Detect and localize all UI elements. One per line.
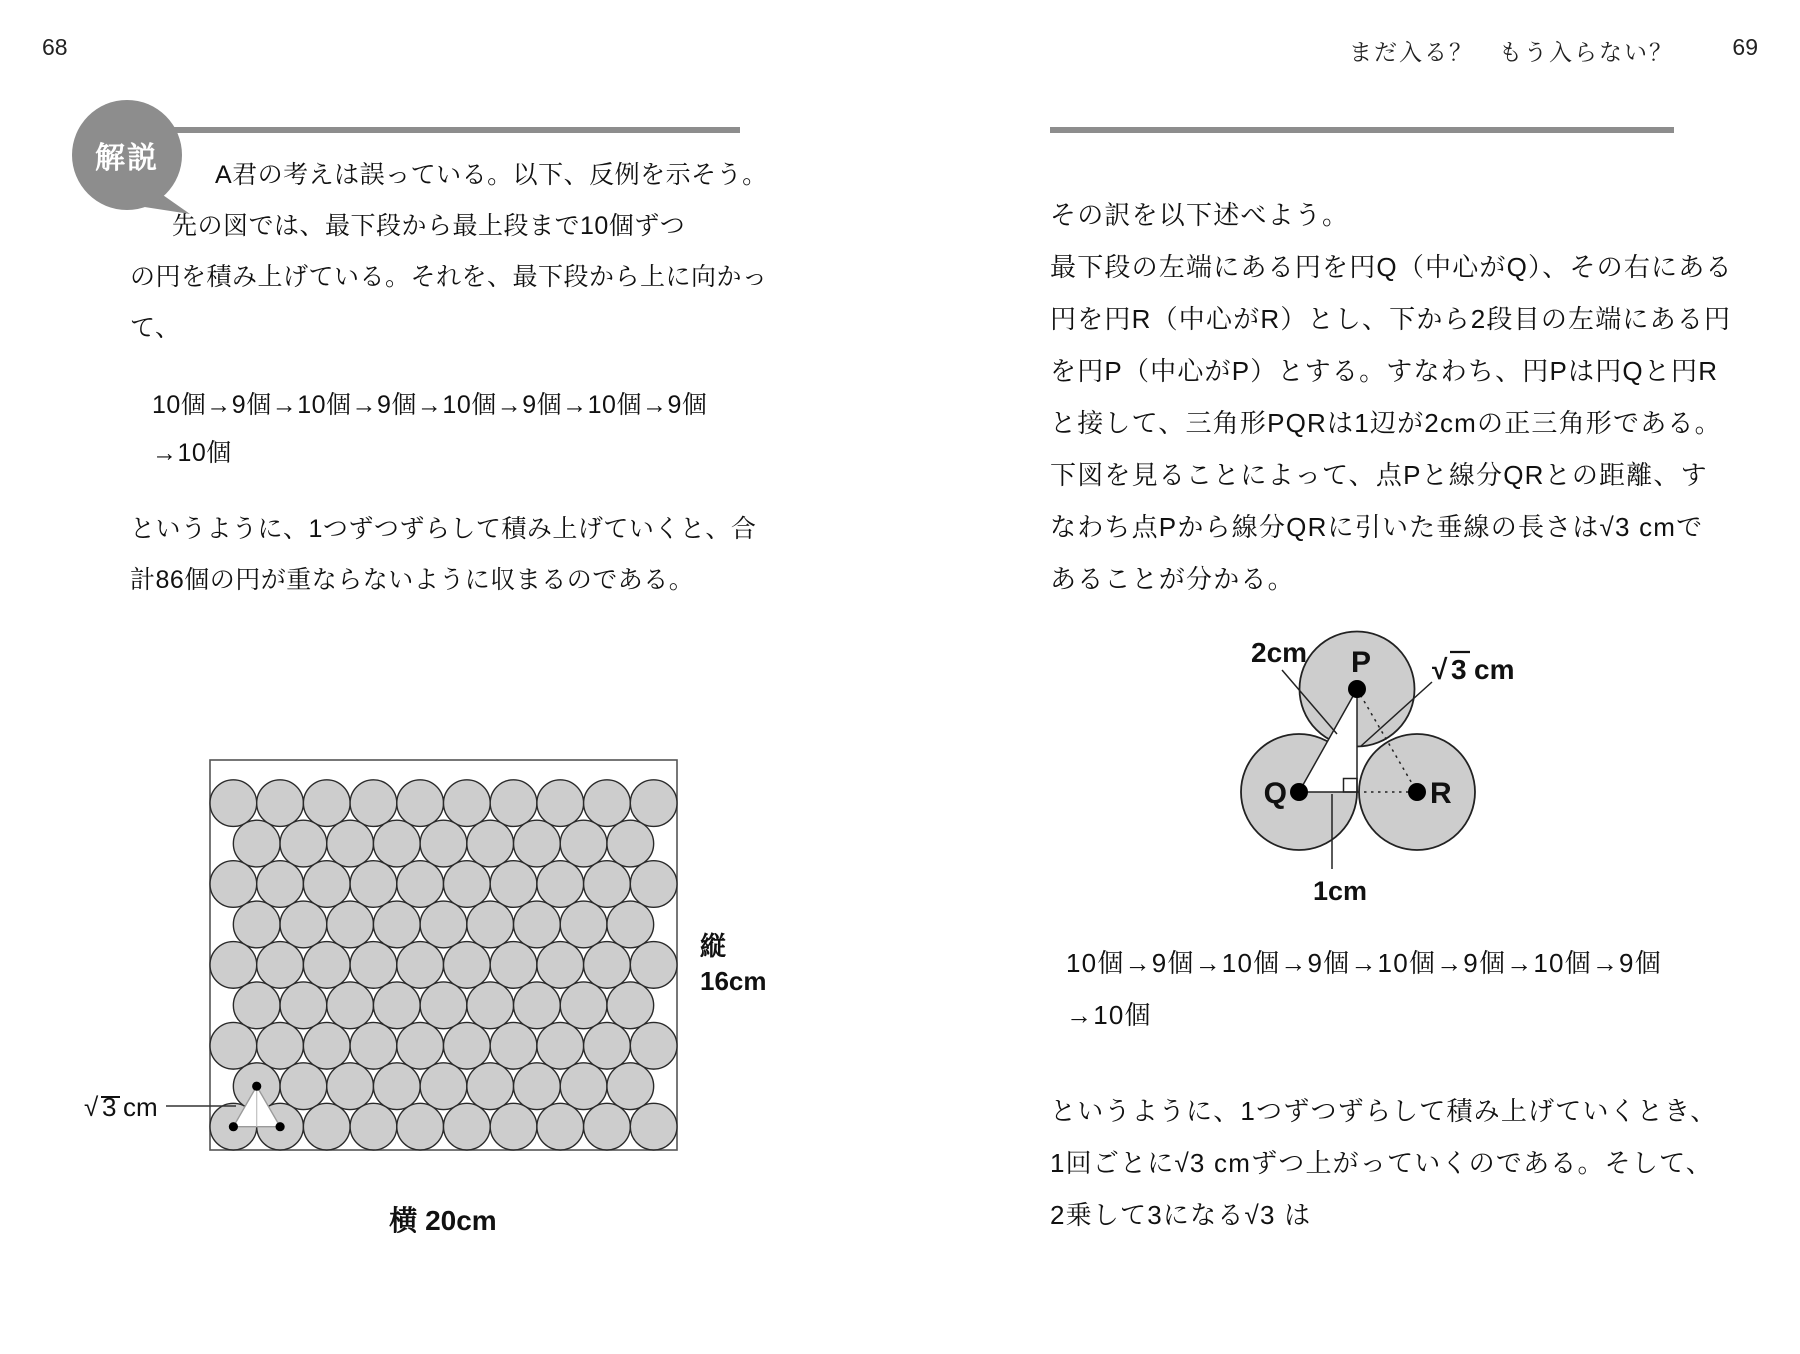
packed-circle	[350, 861, 397, 908]
right-paragraph-line: というように、1つずつずらして積み上げていくとき、	[1050, 1096, 1718, 1126]
point-q-label: Q	[1263, 777, 1287, 810]
packed-circle	[373, 901, 420, 948]
section-rule-right	[1050, 127, 1674, 133]
point-p-label: P	[1350, 646, 1372, 679]
packed-circle	[444, 1022, 491, 1069]
packed-circle	[210, 861, 257, 908]
packed-circle	[584, 1022, 631, 1069]
packed-circle	[257, 780, 304, 827]
packed-circle	[210, 1022, 257, 1069]
section-rule-left	[163, 127, 740, 133]
packed-circle	[584, 1103, 631, 1150]
packed-circle	[420, 901, 467, 948]
packed-circle	[584, 861, 631, 908]
packed-circle	[537, 1103, 584, 1150]
packed-circle	[537, 942, 584, 989]
packed-circle	[560, 1063, 607, 1110]
point-p-dot	[1348, 680, 1366, 698]
packed-circle	[280, 1063, 327, 1110]
packed-circle	[560, 820, 607, 867]
right-paragraph-line: あることが分かる。	[1050, 564, 1295, 594]
packed-circle	[303, 861, 350, 908]
left-paragraph-line: A君の考えは誤っている。以下、反例を示そう。	[215, 161, 768, 189]
page-number-left: 68	[42, 34, 68, 60]
packed-circle	[607, 820, 654, 867]
packed-circle	[607, 901, 654, 948]
packed-circle	[397, 861, 444, 908]
packed-circle	[257, 942, 304, 989]
packed-circle	[537, 1022, 584, 1069]
packed-circle	[233, 820, 280, 867]
packed-circle	[630, 1103, 677, 1150]
packed-circle	[233, 982, 280, 1029]
packed-circle	[560, 982, 607, 1029]
packed-circle	[467, 820, 514, 867]
packed-circle	[397, 1022, 444, 1069]
height-label-value: 16cm	[700, 966, 767, 996]
point-q-dot	[1290, 783, 1308, 801]
right-paragraph-line: 2乗して3になる√3 は	[1050, 1200, 1312, 1230]
width-label: 横 20cm	[389, 1205, 497, 1236]
three-circles-figure	[1230, 595, 1560, 915]
packed-circle	[327, 982, 374, 1029]
packed-circle	[373, 820, 420, 867]
packed-circle	[467, 1063, 514, 1110]
packed-circle	[327, 901, 374, 948]
packed-circle	[467, 901, 514, 948]
packed-circle	[444, 1103, 491, 1150]
side-2cm-label: 2cm	[1251, 637, 1308, 668]
triangle-vertex-dot	[276, 1122, 285, 1131]
packed-circle	[397, 1103, 444, 1150]
packed-circle	[280, 820, 327, 867]
packed-circle	[490, 861, 537, 908]
circle-packing-figure	[80, 745, 790, 1250]
speech-bubble-label: 解説	[95, 142, 159, 175]
base-1cm-label: 1cm	[1312, 876, 1368, 906]
packed-circles-group	[210, 780, 677, 1150]
packed-circle	[233, 901, 280, 948]
packed-circle	[630, 1022, 677, 1069]
point-r-label: R	[1430, 777, 1452, 810]
packed-circle	[444, 780, 491, 827]
right-paragraph-line: 1回ごとに√3 cmずつ上がっていくのである。そして、	[1050, 1148, 1713, 1178]
right-sequence-line: 10個→9個→10個→9個→10個→9個→10個→9個	[1066, 948, 1662, 978]
packed-circle	[280, 982, 327, 1029]
packed-circle	[514, 820, 561, 867]
running-head-title: まだ入る？ もう入らない？	[1349, 39, 1674, 65]
packed-circle	[560, 901, 607, 948]
packed-circle	[514, 982, 561, 1029]
packed-circle	[257, 861, 304, 908]
packed-circle	[373, 1063, 420, 1110]
right-paragraph-line: 最下段の左端にある円を円Q（中心がQ）、その右にある	[1050, 252, 1733, 282]
packed-circle	[303, 780, 350, 827]
right-paragraph-line: 下図を見ることによって、点Pと線分QRとの距離、す	[1050, 460, 1708, 490]
packed-circle	[607, 1063, 654, 1110]
page-number-right: 69	[1732, 34, 1758, 60]
packed-circle	[327, 820, 374, 867]
packed-circle	[630, 861, 677, 908]
left-sequence-line: →10個	[152, 439, 232, 467]
packed-circle	[537, 861, 584, 908]
packed-circle	[490, 942, 537, 989]
packed-circle	[490, 780, 537, 827]
right-paragraph-line: と接して、三角形PQRは1辺が2cmの正三角形である。	[1050, 408, 1722, 438]
right-paragraph-line: を円P（中心がP）とする。すなわち、円Pは円Qと円R	[1050, 356, 1719, 386]
packed-circle	[490, 1103, 537, 1150]
height-label-kanji: 縦	[700, 931, 727, 961]
packed-circle	[537, 780, 584, 827]
point-r-dot	[1408, 783, 1426, 801]
packed-circle	[444, 861, 491, 908]
packed-circle	[514, 901, 561, 948]
right-paragraph-line: 円を円R（中心がR）とし、下から2段目の左端にある円	[1050, 304, 1732, 334]
packed-circle	[350, 942, 397, 989]
triangle-vertex-dot	[229, 1122, 238, 1131]
packed-circle	[350, 1022, 397, 1069]
packed-circle	[327, 1063, 374, 1110]
left-paragraph-line: というように、1つずつずらして積み上げていくと、合	[130, 515, 757, 543]
packed-circle	[210, 942, 257, 989]
packed-circle	[420, 1063, 467, 1110]
packed-circle	[373, 982, 420, 1029]
packed-circle	[303, 1022, 350, 1069]
packed-circle	[607, 982, 654, 1029]
left-paragraph-line: 先の図では、最下段から最上段まで10個ずつ	[172, 212, 686, 240]
packed-circle	[630, 942, 677, 989]
right-sequence-line: →10個	[1066, 1000, 1152, 1030]
left-paragraph-line: 計86個の円が重ならないように収まるのである。	[130, 566, 695, 594]
speech-bubble	[72, 100, 182, 210]
packed-circle	[303, 942, 350, 989]
packed-circle	[630, 780, 677, 827]
packed-circle	[210, 780, 257, 827]
packed-circle	[490, 1022, 537, 1069]
packed-circle	[397, 942, 444, 989]
left-paragraph-line: て、	[130, 314, 181, 342]
packed-circle	[397, 780, 444, 827]
packed-circle	[257, 1022, 304, 1069]
left-paragraph-line: の円を積み上げている。それを、最下段から上に向かっ	[130, 263, 768, 291]
packed-circle	[303, 1103, 350, 1150]
packed-circle	[467, 982, 514, 1029]
right-paragraph-line: なわち点Pから線分QRに引いた垂線の長さは√3 cmで	[1050, 512, 1704, 542]
packed-circle	[350, 1103, 397, 1150]
triangle-vertex-dot	[252, 1082, 261, 1091]
left-sequence-line: 10個→9個→10個→9個→10個→9個→10個→9個	[152, 391, 708, 419]
sqrt3-height-label: √ 3 cm	[1432, 654, 1515, 685]
packed-circle	[420, 820, 467, 867]
sqrt3-label: √ 3 cm	[84, 1092, 158, 1122]
packed-circle	[350, 780, 397, 827]
right-paragraph-line: その訳を以下述べよう。	[1050, 200, 1350, 230]
packed-circle	[444, 942, 491, 989]
packed-circle	[584, 780, 631, 827]
packed-circle	[280, 901, 327, 948]
packed-circle	[514, 1063, 561, 1110]
packed-circle	[420, 982, 467, 1029]
packed-circle	[584, 942, 631, 989]
